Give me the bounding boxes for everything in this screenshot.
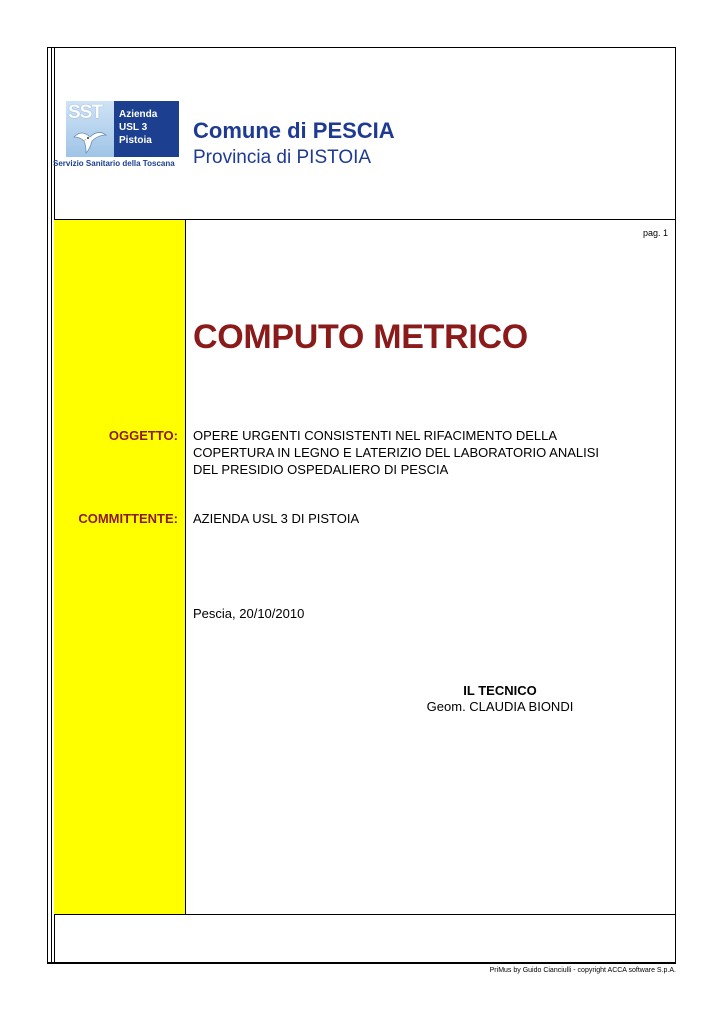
logo-line-3: Pistoia: [119, 135, 152, 146]
provincia-subtitle: Provincia di PISTOIA: [193, 147, 372, 168]
oggetto-label: OGGETTO:: [108, 428, 178, 443]
usl-logo: [53, 101, 179, 171]
oggetto-line-3: DEL PRESIDIO OSPEDALIERO DI PESCIA: [193, 462, 449, 477]
seagull-icon: [72, 123, 108, 155]
place-date: Pescia, 20/10/2010: [193, 606, 305, 621]
bottom-divider: [54, 914, 676, 915]
page-number: pag. 1: [642, 228, 668, 238]
logo-line-2: USL 3: [119, 122, 148, 133]
document-title: COMPUTO METRICO: [193, 318, 528, 356]
oggetto-value: [193, 427, 599, 478]
oggetto-line-2: COPERTURA IN LEGNO E LATERIZIO DEL LABORATORIO ANALISI: [193, 445, 599, 460]
label-column: [54, 220, 186, 914]
logo-text: [119, 108, 157, 147]
logo-mark: SST: [68, 102, 102, 123]
comune-title: Comune di PESCIA: [193, 118, 395, 143]
tecnico-title: IL TECNICO: [463, 683, 537, 698]
frame-inner-line-1: [51, 47, 52, 964]
tecnico-name: Geom. CLAUDIA BIONDI: [426, 699, 574, 714]
logo-line-1: Azienda: [119, 109, 158, 120]
logo-caption: Servizio Sanitario della Toscana: [53, 159, 175, 168]
footer-credit: PriMus by Guido Cianciulli - copyright ACCA software S.p.A.: [489, 967, 676, 974]
logo-sst-panel: [66, 101, 114, 157]
committente-label: COMMITTENTE:: [78, 511, 178, 526]
oggetto-line-1: OPERE URGENTI CONSISTENTI NEL RIFACIMENTO DELLA: [193, 428, 558, 443]
committente-value: AZIENDA USL 3 DI PISTOIA: [193, 511, 360, 526]
